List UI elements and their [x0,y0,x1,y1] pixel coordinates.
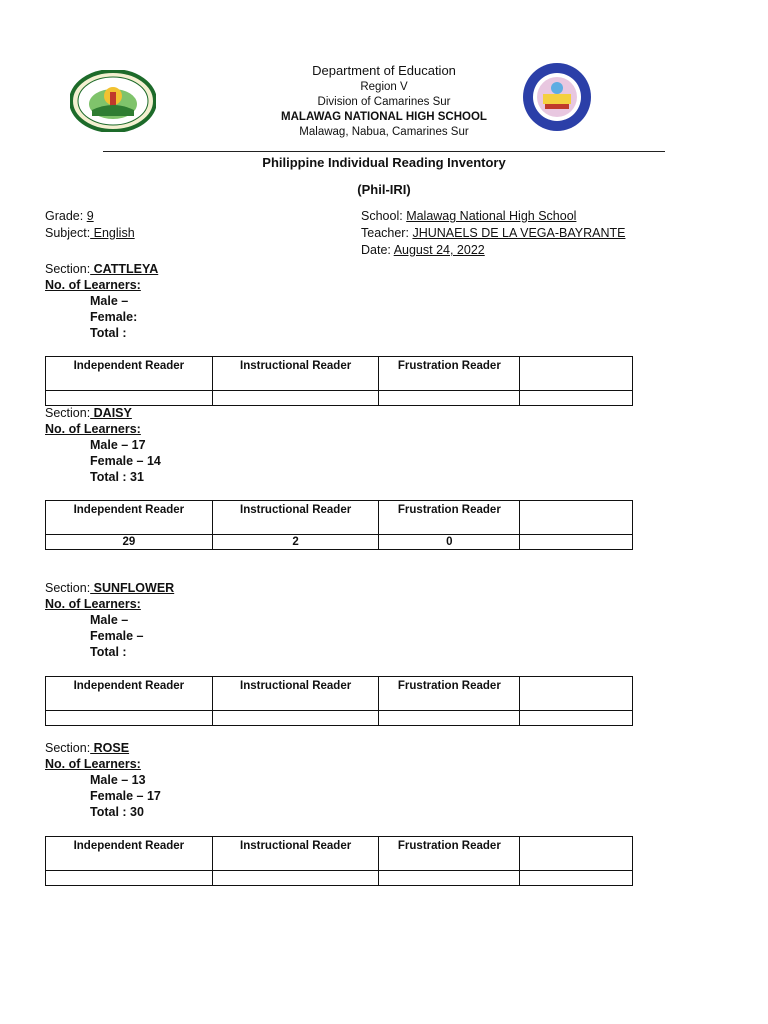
department-line: Department of Education [312,63,456,78]
table-cell [520,535,633,550]
table-cell [46,871,213,886]
male-count: Male – [90,294,129,308]
table-header-cell: Independent Reader [46,677,213,711]
learners-label: No. of Learners: [45,597,141,611]
table-header-cell [520,501,633,535]
table-cell [212,711,379,726]
teacher-field: Teacher: JHUNAELS DE LA VEGA-BAYRANTE [361,226,626,240]
address-line: Malawag, Nabua, Camarines Sur [299,126,469,138]
school-name-line: MALAWAG NATIONAL HIGH SCHOOL [281,111,487,123]
reading-table-cattleya [45,356,633,406]
school-field: School: Malawag National High School [361,209,577,223]
table-header-cell [520,837,633,871]
table-cell [520,391,633,406]
table-row [46,535,633,550]
section-name: SUNFLOWER [90,581,175,595]
table-header-cell: Frustration Reader [379,837,520,871]
table-cell [379,711,520,726]
learners-label: No. of Learners: [45,278,141,292]
table-header-cell: Independent Reader [46,501,213,535]
female-count: Female: [90,310,138,324]
table-row [46,871,633,886]
section-name: DAISY [90,406,132,420]
male-count: Male – 13 [90,773,146,787]
date-field: Date: August 24, 2022 [361,243,485,257]
table-header-cell: Frustration Reader [379,357,520,391]
table-row [46,391,633,406]
division-line: Division of Camarines Sur [317,96,451,108]
section-name: ROSE [90,741,130,755]
total-count: Total : 30 [90,805,144,819]
reading-table-daisy [45,500,633,550]
table-cell [46,711,213,726]
female-count: Female – [90,629,144,643]
table-cell [520,711,633,726]
section-block-sunflower: Section: SUNFLOWER No. of Learners: Male – Female – Total : [45,581,175,659]
table-cell [379,871,520,886]
learners-label: No. of Learners: [45,422,141,436]
grade-field: Grade: 9 [45,209,94,223]
total-count: Total : [90,645,127,659]
table-header-cell [520,677,633,711]
table-cell [212,391,379,406]
male-count: Male – 17 [90,438,146,452]
table-header-row [46,837,633,871]
teacher-value: JHUNAELS DE LA VEGA-BAYRANTE [412,226,626,240]
table-row [46,711,633,726]
header-divider [103,151,665,152]
table-header-cell: Frustration Reader [379,677,520,711]
female-count: Female – 14 [90,454,161,468]
table-header-cell: Instructional Reader [212,357,379,391]
learners-label: No. of Learners: [45,757,141,771]
section-block-rose: Section: ROSE No. of Learners: Male – 13 Female – 17 Total : 30 [45,741,161,819]
section-block-daisy: Section: DAISY No. of Learners: Male – 17 Female – 14 Total : 31 [45,406,161,484]
table-header-cell [520,357,633,391]
table-header-row [46,501,633,535]
document-title: Philippine Individual Reading Inventory [262,155,506,170]
document-subtitle: (Phil-IRI) [357,182,411,197]
table-cell [520,871,633,886]
table-cell: 29 [46,535,213,550]
table-cell [212,871,379,886]
grade-value: 9 [86,209,94,223]
table-header-cell: Independent Reader [46,837,213,871]
subject-value: English [90,226,135,240]
table-header-cell: Independent Reader [46,357,213,391]
table-cell [46,391,213,406]
reading-table-sunflower [45,676,633,726]
table-cell: 2 [212,535,379,550]
table-header-cell: Frustration Reader [379,501,520,535]
total-count: Total : [90,326,127,340]
region-line: Region V [360,81,408,93]
section-block-cattleya: Section: CATTLEYA No. of Learners: Male – Female: Total : [45,262,159,340]
table-header-row [46,357,633,391]
table-cell [379,391,520,406]
male-count: Male – [90,613,129,627]
section-name: CATTLEYA [90,262,159,276]
table-header-row [46,677,633,711]
female-count: Female – 17 [90,789,161,803]
table-header-cell: Instructional Reader [212,837,379,871]
subject-field: Subject: English [45,226,135,240]
table-header-cell: Instructional Reader [212,677,379,711]
reading-table-rose [45,836,633,886]
table-header-cell: Instructional Reader [212,501,379,535]
table-cell: 0 [379,535,520,550]
total-count: Total : 31 [90,470,144,484]
date-value: August 24, 2022 [393,243,485,257]
school-value: Malawag National High School [406,209,577,223]
